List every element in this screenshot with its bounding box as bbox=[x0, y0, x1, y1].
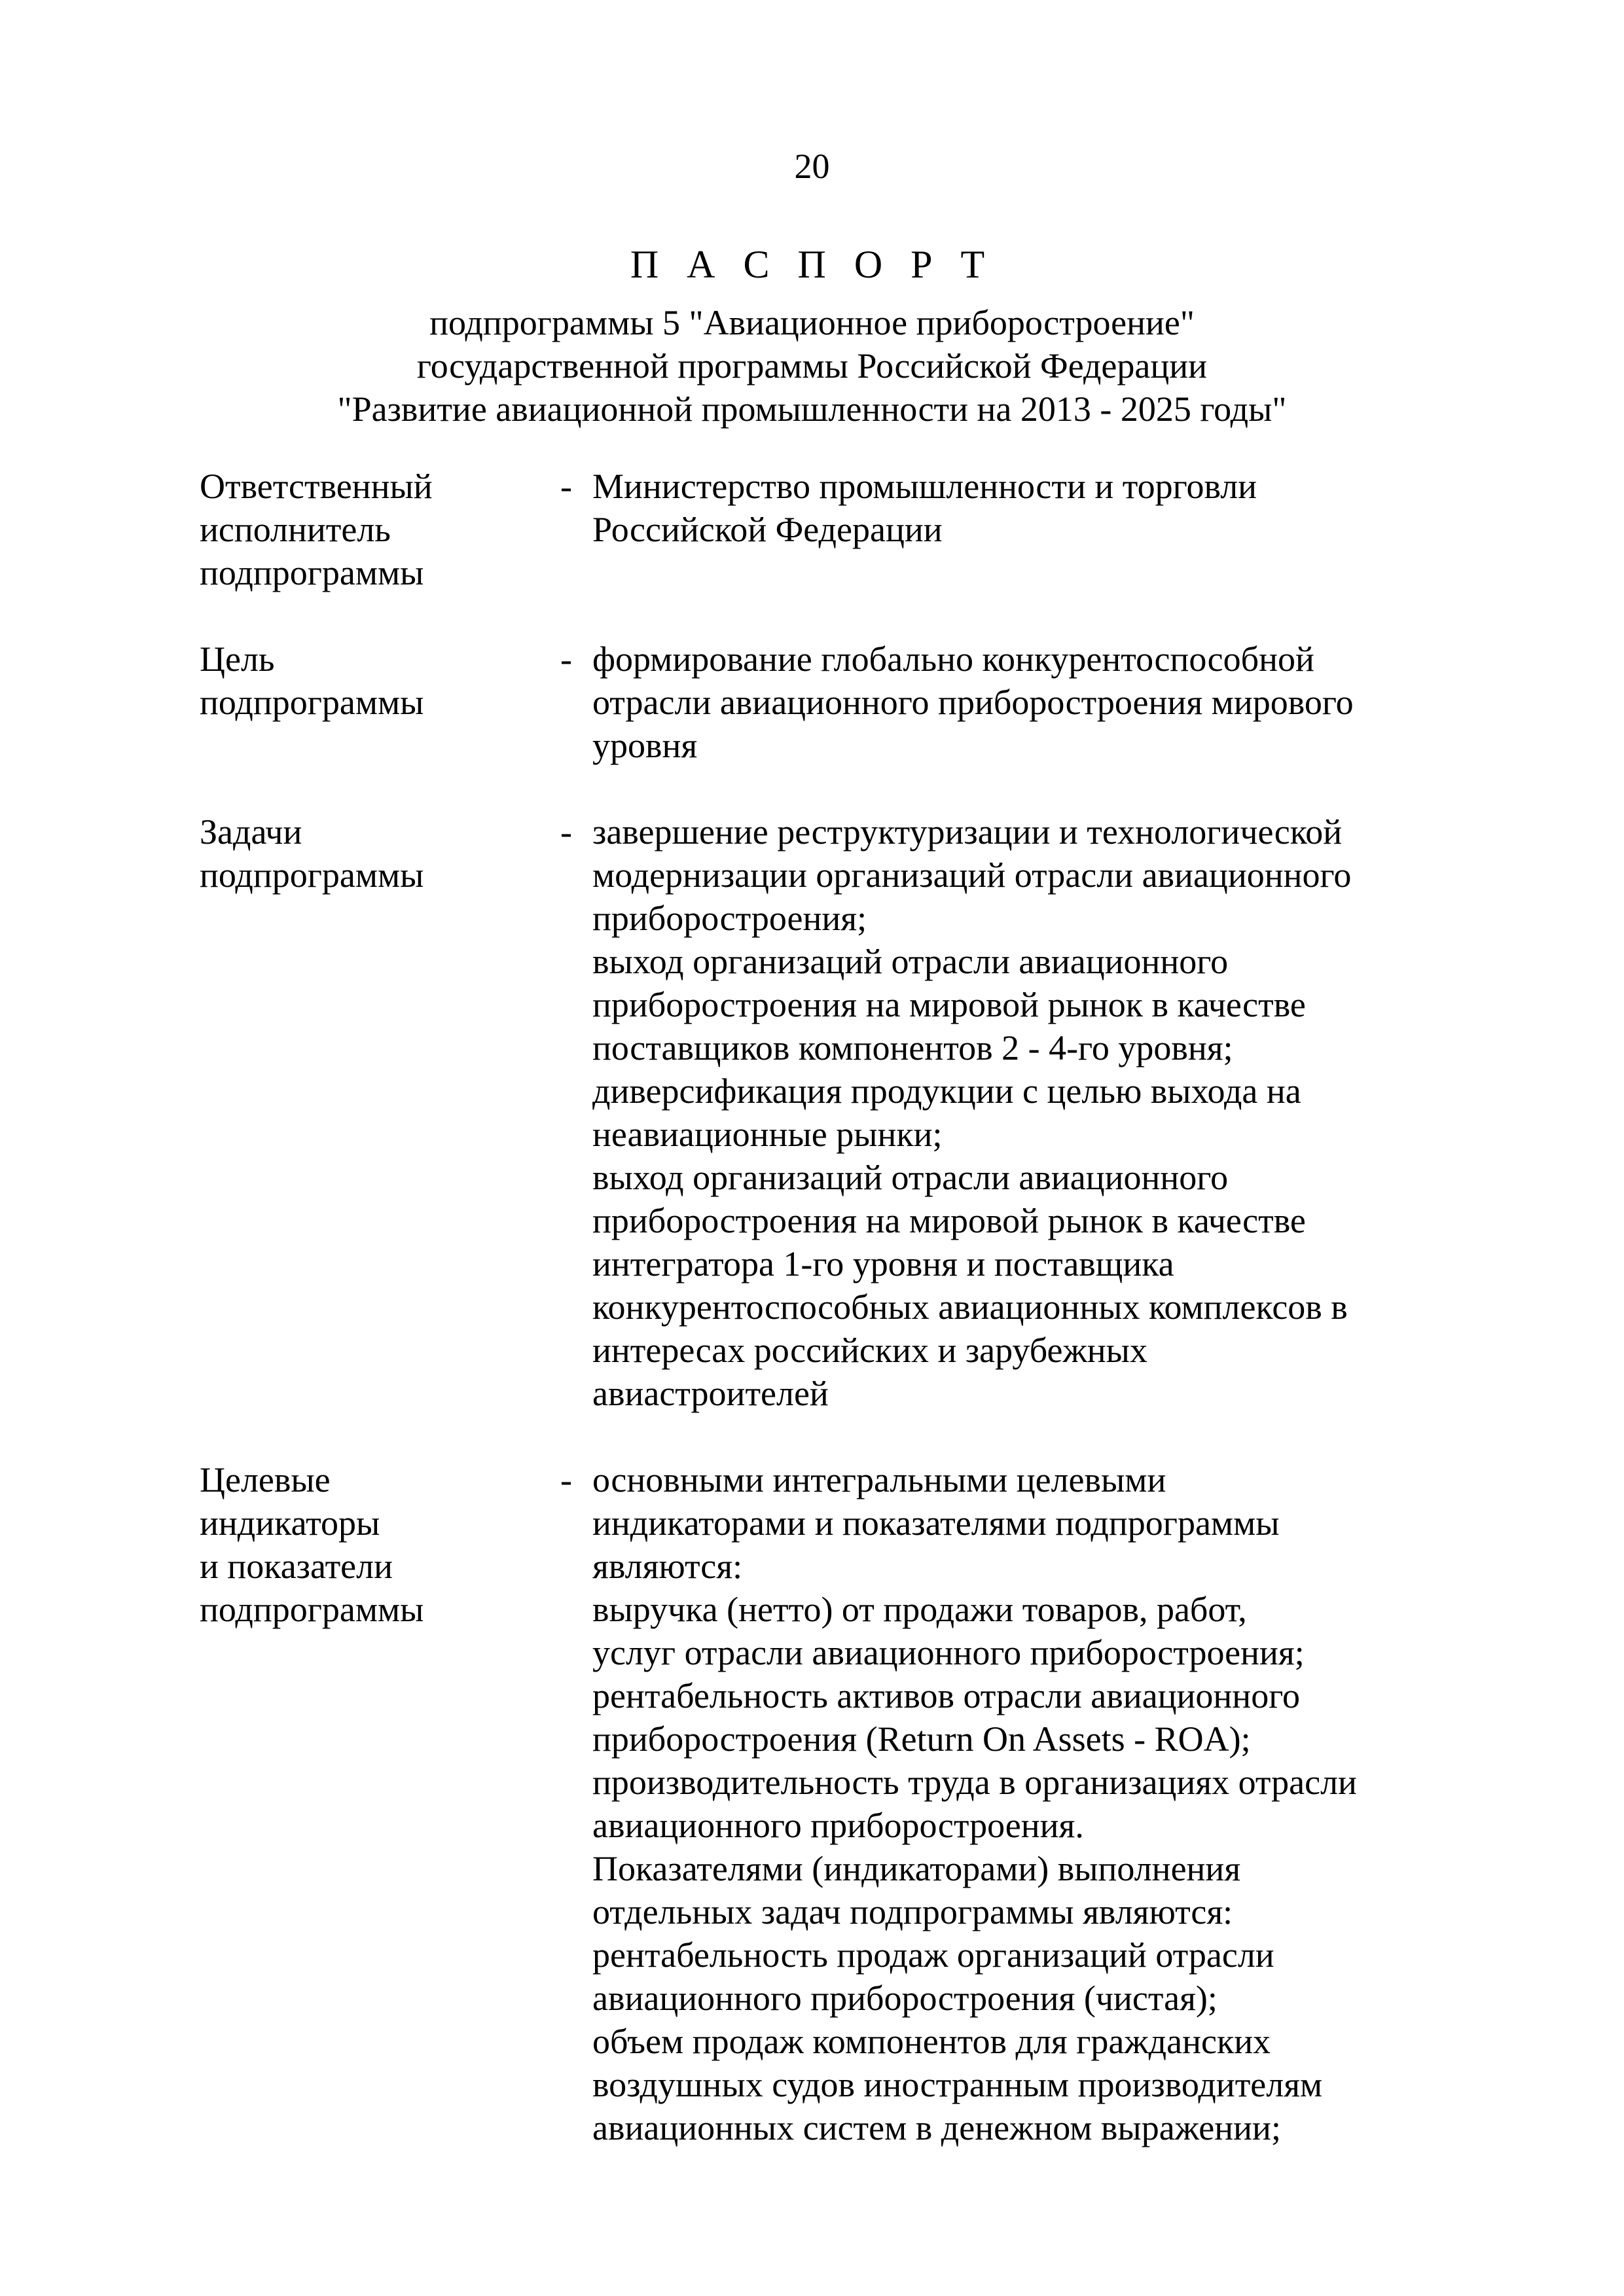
value-line: являются: bbox=[592, 1547, 743, 1586]
subtitle-line: подпрограммы 5 "Авиационное приборостроение" bbox=[429, 303, 1195, 342]
row-label bbox=[200, 1458, 540, 1631]
row-value bbox=[592, 465, 1443, 551]
value-line: приборостроения (Return On Assets - ROA); bbox=[592, 1719, 1251, 1759]
row-tasks bbox=[200, 810, 1443, 1415]
row-target-indicators bbox=[200, 1458, 1443, 2149]
document-title: П А С П О Р Т bbox=[630, 243, 994, 286]
label-line: подпрограммы bbox=[200, 855, 424, 895]
row-label bbox=[200, 465, 540, 594]
value-line: отрасли авиационного приборостроения мирового bbox=[592, 683, 1354, 722]
value-line: рентабельность активов отрасли авиационного bbox=[592, 1676, 1301, 1715]
value-line: завершение реструктуризации и технологической bbox=[592, 812, 1343, 852]
value-line: индикаторами и показателями подпрограммы bbox=[592, 1503, 1280, 1543]
value-line: авиационных систем в денежном выражении; bbox=[592, 2108, 1281, 2147]
value-line: выход организаций отрасли авиационного bbox=[592, 1158, 1229, 1197]
value-line: отдельных задач подпрограммы являются: bbox=[592, 1892, 1233, 1931]
value-line: воздушных судов иностранным производителям bbox=[592, 2065, 1323, 2104]
value-line: интегратора 1-го уровня и поставщика bbox=[592, 1244, 1174, 1283]
row-dash: - bbox=[560, 1460, 572, 1499]
value-line: модернизации организаций отрасли авиационного bbox=[592, 855, 1352, 895]
value-line: основными интегральными целевыми bbox=[592, 1460, 1166, 1499]
value-line: диверсификация продукции с целью выхода на bbox=[592, 1071, 1301, 1111]
label-line: исполнитель bbox=[200, 510, 391, 549]
row-value bbox=[592, 810, 1443, 1415]
value-line: авиационного приборостроения. bbox=[592, 1806, 1084, 1845]
value-line: производительность труда в организациях отрасли bbox=[592, 1763, 1357, 1802]
row-responsible-executor bbox=[200, 465, 1443, 594]
row-dash: - bbox=[560, 639, 572, 679]
subtitle-line: государственной программы Российской Федерации bbox=[416, 346, 1208, 386]
value-line: приборостроения на мировой рынок в качестве bbox=[592, 985, 1306, 1024]
row-goal bbox=[200, 637, 1443, 767]
passport-table bbox=[200, 465, 1443, 2149]
value-line: Показателями (индикаторами) выполнения bbox=[592, 1849, 1241, 1888]
value-line: выручка (нетто) от продажи товаров, работ, bbox=[592, 1590, 1247, 1629]
label-line: Ответственный bbox=[200, 467, 433, 506]
value-line: услуг отрасли авиационного приборостроения; bbox=[592, 1633, 1305, 1672]
value-line: интересах российских и зарубежных bbox=[592, 1331, 1147, 1370]
value-line: уровня bbox=[592, 726, 698, 765]
value-line: объем продаж компонентов для гражданских bbox=[592, 2022, 1271, 2061]
label-line: и показатели bbox=[200, 1547, 393, 1586]
label-line: Целевые bbox=[200, 1460, 331, 1499]
row-value bbox=[592, 1458, 1443, 2149]
row-value bbox=[592, 637, 1443, 767]
value-line: конкурентоспособных авиационных комплексов в bbox=[592, 1287, 1348, 1327]
value-line: неавиационные рынки; bbox=[592, 1115, 943, 1154]
value-line: приборостроения на мировой рынок в качестве bbox=[592, 1201, 1306, 1240]
value-line: Российской Федерации bbox=[592, 510, 943, 549]
subtitle-line: "Развитие авиационной промышленности на 2013 - 2025 годы" bbox=[337, 389, 1287, 429]
value-line: формирование глобально конкурентоспособной bbox=[592, 639, 1314, 679]
value-line: авиастроителей bbox=[592, 1374, 829, 1413]
value-line: поставщиков компонентов 2 - 4-го уровня; bbox=[592, 1028, 1233, 1067]
value-line: выход организаций отрасли авиационного bbox=[592, 942, 1229, 981]
value-line: приборостроения; bbox=[592, 899, 867, 938]
page-number: 20 bbox=[794, 147, 830, 186]
row-dash: - bbox=[560, 812, 572, 852]
label-line: подпрограммы bbox=[200, 553, 424, 592]
row-dash: - bbox=[560, 467, 572, 506]
row-label bbox=[200, 810, 540, 897]
value-line: Министерство промышленности и торговли bbox=[592, 467, 1257, 506]
label-line: подпрограммы bbox=[200, 1590, 424, 1629]
label-line: Задачи bbox=[200, 812, 302, 852]
document-subtitle bbox=[0, 301, 1624, 431]
value-line: рентабельность продаж организаций отрасли bbox=[592, 1935, 1274, 1975]
value-line: авиационного приборостроения (чистая); bbox=[592, 1979, 1218, 2018]
label-line: подпрограммы bbox=[200, 683, 424, 722]
label-line: Цель bbox=[200, 639, 275, 679]
row-label bbox=[200, 637, 540, 724]
label-line: индикаторы bbox=[200, 1503, 380, 1543]
